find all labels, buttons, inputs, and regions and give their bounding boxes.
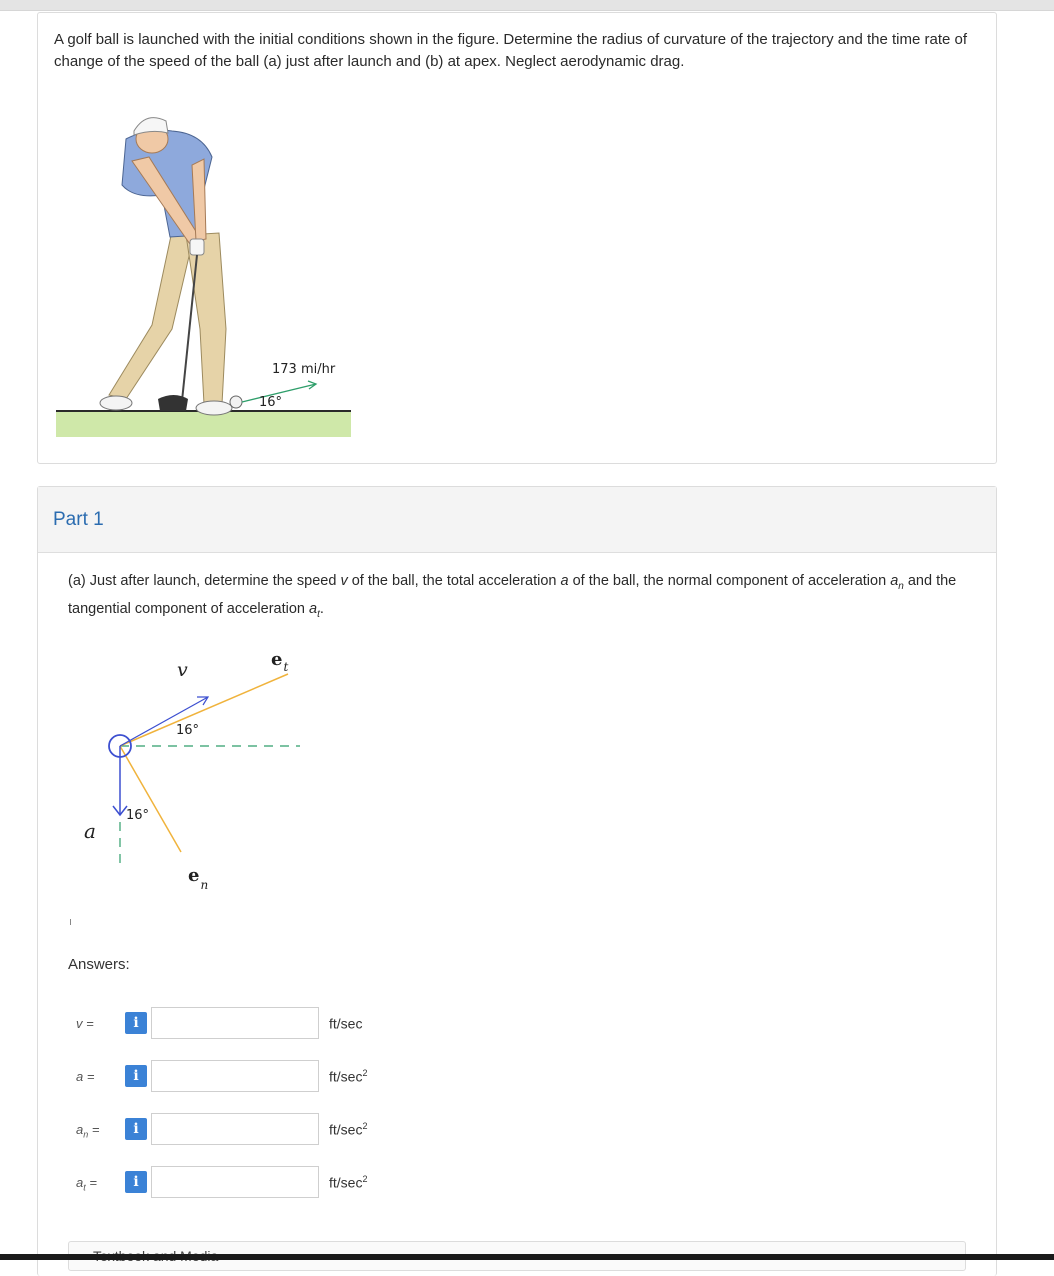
tangent-line [120, 674, 288, 746]
velocity-arrow [120, 697, 208, 746]
figure-speed-label: 173 mi/hr [272, 362, 336, 377]
answer-row-a [68, 1060, 468, 1094]
info-button-a[interactable]: i [125, 1065, 147, 1087]
part1-header [38, 487, 996, 553]
answer-input-a[interactable] [151, 1060, 319, 1092]
stray-tick [70, 919, 71, 925]
answer-input-an[interactable] [151, 1113, 319, 1145]
answer-unit-a: $ft/\sec^2$ [329, 1068, 368, 1085]
answer-unit-at: $ft/\sec^2$ [329, 1174, 368, 1191]
answer-label-a: a = [76, 1069, 95, 1084]
answer-label-an: $a_n$ = [76, 1122, 100, 1140]
part1-card [37, 486, 997, 1276]
answer-unit-v: ft/sec [329, 1015, 363, 1032]
bottom-edge [0, 1254, 1054, 1260]
acceleration-diagram [78, 642, 338, 902]
golfer-figure [54, 99, 354, 439]
angle-label-top: 16° [176, 723, 200, 738]
info-button-v[interactable]: i [125, 1012, 147, 1034]
part1-title: Part 1 [53, 509, 104, 530]
problem-card [37, 12, 997, 464]
answer-row-v [68, 1007, 468, 1041]
info-button-an[interactable]: i [125, 1118, 147, 1140]
answers-label: Answers: [68, 956, 130, 973]
top-bar [0, 0, 1054, 11]
v-label: v [177, 659, 188, 681]
part1-instruction: (a) Just after launch, determine the speed v of the ball, the total acceleration a of the ball, the normal component of acceleration $a_n$ and the tangential component of acceleration $a_t$. [68, 573, 957, 620]
angle-label-bottom: 16° [126, 808, 150, 823]
answer-label-at: $a_t$ = [76, 1175, 97, 1193]
problem-statement: A golf ball is launched with the initial conditions shown in the figure. Determine the radius of curvature of the trajectory and the time rate of change of the speed of the ball (a) just after launch and (b) at apex. Neglect aerodynamic drag. [54, 31, 968, 70]
normal-line [120, 746, 181, 852]
answer-row-at [68, 1166, 468, 1200]
answer-unit-an: $ft/\sec^2$ [329, 1121, 368, 1138]
answer-row-an [68, 1113, 468, 1147]
figure-angle-label: 16° [259, 395, 283, 410]
a-label: a [84, 819, 96, 843]
answer-input-v[interactable] [151, 1007, 319, 1039]
info-button-at[interactable]: i [125, 1171, 147, 1193]
answer-label-v: v = [76, 1016, 94, 1031]
en-label: $e_n$ [188, 865, 209, 892]
answer-input-at[interactable] [151, 1166, 319, 1198]
et-label: $e_t$ [271, 649, 289, 674]
